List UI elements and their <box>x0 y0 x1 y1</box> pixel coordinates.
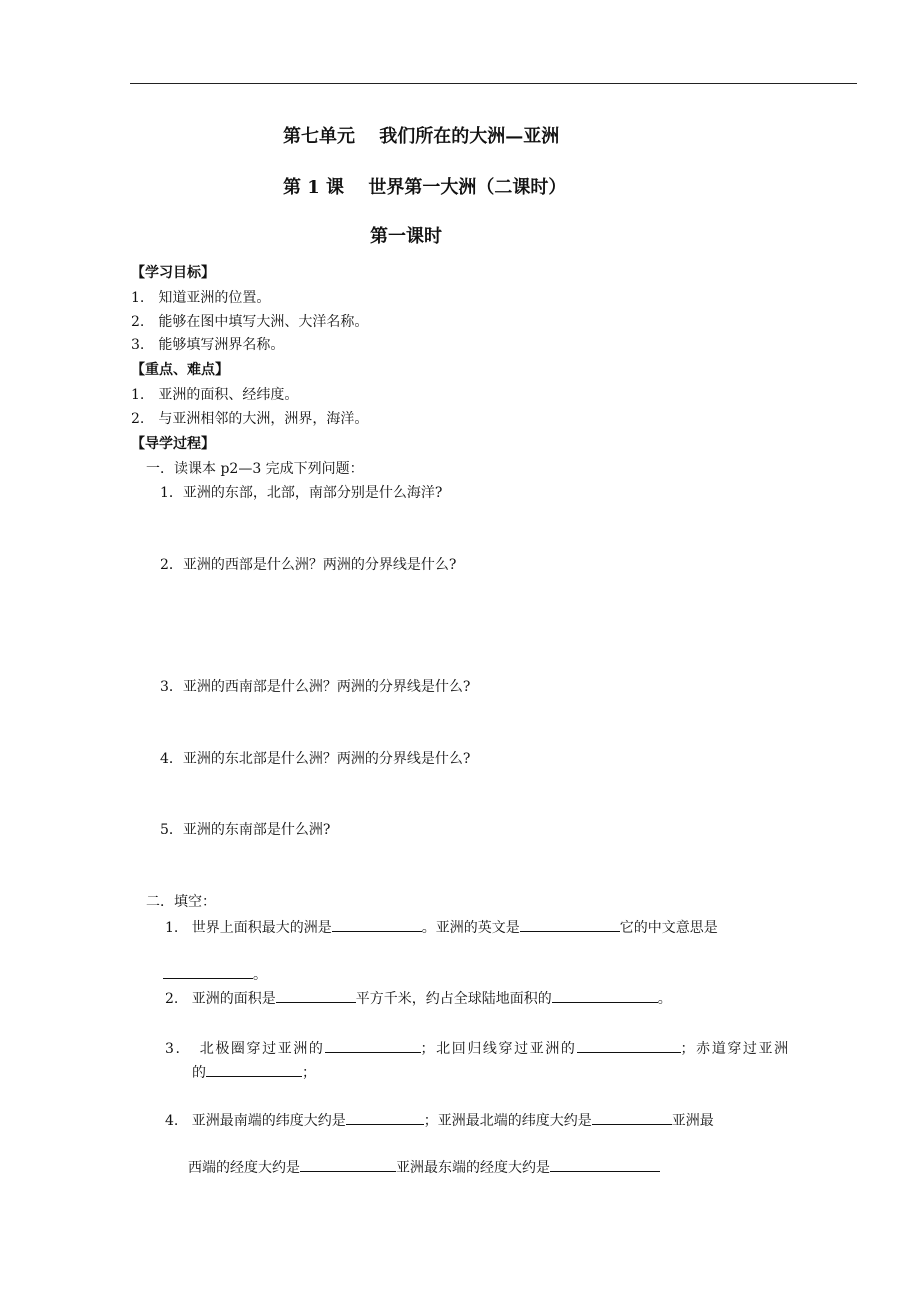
fill-text: ； <box>302 1065 316 1081</box>
fill-question-4 <box>165 1110 714 1130</box>
goal-item: 1. 知道亚洲的位置。 <box>131 290 271 306</box>
goal-item: 2. 能够在图中填写大洲、大洋名称。 <box>131 314 369 330</box>
fill-text: 它的中文意思是 <box>619 920 718 936</box>
fill-text: ；北回归线穿过亚洲的 <box>420 1041 577 1057</box>
fill-number: 3. <box>165 1041 182 1057</box>
keypoint-item: 1. 亚洲的面积、经纬度。 <box>131 387 299 403</box>
fill-text: 。 <box>657 991 672 1007</box>
fill-text: 平方千米，约占全球陆地面积的 <box>355 991 552 1007</box>
goals-header: 【学习目标】 <box>131 265 215 281</box>
question-item: 1．亚洲的东部，北部，南部分别是什么海洋? <box>160 485 443 501</box>
question-item: 5．亚洲的东南部是什么洲? <box>160 822 331 838</box>
header-rule <box>130 83 857 84</box>
fill-text: 世界上面积最大的洲是 <box>191 920 332 936</box>
answer-blank[interactable] <box>206 1062 302 1077</box>
fill-text: 北极圈穿过亚洲的 <box>199 1041 325 1057</box>
fill-text: ；亚洲最北端的纬度大约是 <box>423 1113 592 1129</box>
answer-blank[interactable] <box>592 1110 672 1125</box>
fill-question-1 <box>165 917 718 937</box>
fill-text: 亚洲的面积是 <box>191 991 276 1007</box>
fill-text: 西端的经度大约是 <box>188 1160 300 1176</box>
answer-blank[interactable] <box>163 964 253 979</box>
answer-blank[interactable] <box>346 1110 424 1125</box>
answer-blank[interactable] <box>520 917 620 932</box>
answer-blank[interactable] <box>276 988 356 1003</box>
fill-number: 4. <box>165 1113 179 1129</box>
fill-question-1-cont <box>163 964 267 984</box>
keypoint-item: 2. 与亚洲相邻的大洲，洲界，海洋。 <box>131 411 369 427</box>
fill-text: 亚洲最东端的经度大约是 <box>396 1160 550 1176</box>
answer-blank[interactable] <box>550 1157 660 1172</box>
answer-blank[interactable] <box>332 917 422 932</box>
fill-text: 。 <box>253 967 267 983</box>
fill-text: 亚洲最南端的纬度大约是 <box>191 1113 346 1129</box>
fill-question-3-cont <box>192 1062 316 1082</box>
unit-title: 第七单元 我们所在的大洲—亚洲 <box>283 126 560 147</box>
keypoints-header: 【重点、难点】 <box>131 362 229 378</box>
answer-blank[interactable] <box>577 1038 681 1053</box>
fill-text: ；赤道穿过亚洲 <box>680 1041 790 1057</box>
part2-title: 二．填空： <box>146 894 216 910</box>
question-item: 2．亚洲的西部是什么洲？两洲的分界线是什么? <box>160 557 457 573</box>
process-header: 【导学过程】 <box>131 436 215 452</box>
fill-number: 2. <box>165 991 179 1007</box>
fill-question-2 <box>165 988 672 1008</box>
fill-text: 。亚洲的英文是 <box>421 920 520 936</box>
fill-number: 1. <box>165 920 179 936</box>
answer-blank[interactable] <box>325 1038 421 1053</box>
question-item: 3．亚洲的西南部是什么洲？两洲的分界线是什么? <box>160 679 471 695</box>
fill-question-4-cont <box>188 1157 660 1177</box>
fill-text: 亚洲最 <box>671 1113 714 1129</box>
part1-title: 一．读课本 p2—3 完成下列问题： <box>146 461 364 477</box>
fill-text: 的 <box>192 1065 206 1081</box>
goal-item: 3. 能够填写洲界名称。 <box>131 337 285 353</box>
fill-question-3 <box>165 1038 790 1058</box>
lesson-title: 第 1 课 世界第一大洲（二课时） <box>283 177 567 198</box>
answer-blank[interactable] <box>552 988 658 1003</box>
period-title: 第一课时 <box>370 226 442 247</box>
answer-blank[interactable] <box>300 1157 396 1172</box>
question-item: 4．亚洲的东北部是什么洲？两洲的分界线是什么? <box>160 751 471 767</box>
